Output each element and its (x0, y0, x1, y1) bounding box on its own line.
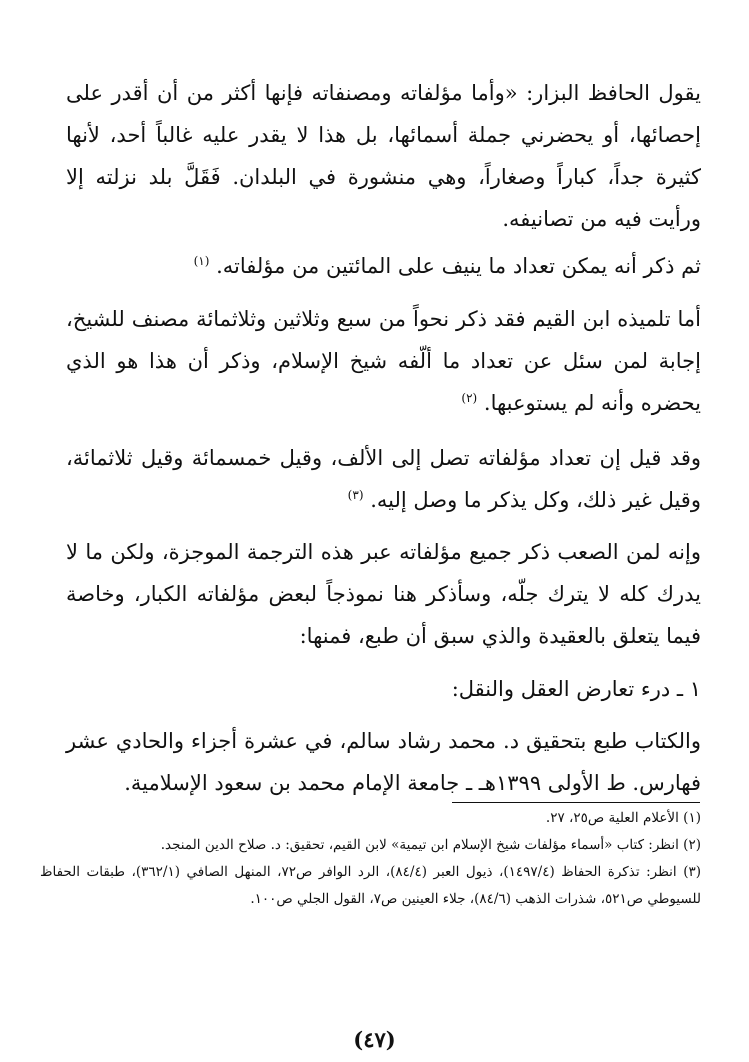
section-heading (66, 668, 701, 710)
footnote-2: (٢) انظر: كتاب «أسماء مؤلفات شيخ الإسلام ابن تيمية» لابن القيم، تحقيق: د. صلاح الدين المنجد. (160, 837, 701, 853)
paragraph-selection-intro (66, 531, 701, 657)
paragraph-two-hundred (66, 245, 701, 287)
paragraph-text: وإنه لمن الصعب ذكر جميع مؤلفاته عبر هذه الترجمة الموجزة، ولكن ما لا يدرك كله لا يترك جلّه، وسأذكر هنا نموذجاً لبعض مؤلفاته الكبار، وخاصة فيما يتعلق بالعقيدة والذي سبق أن طبع، فمنها: (66, 540, 701, 648)
paragraph-ibn-alqayyim (66, 298, 701, 424)
paragraph-edition-info (66, 720, 701, 804)
footnote-1: (١) الأعلام العلية ص٢٥، ٢٧. (545, 810, 701, 826)
footnote-3: (٣) انظر: تذكرة الحفاظ (١٤٩٧/٤)، ذيول العبر (٨٤/٤)، الرد الوافر ص٧٢، المنهل الصافي (٣٦٢/١)، طبقات الحفاظ للسيوطي ص٥٢١، شذرات الذهب (٨٤/٦)، جلاء العينين ص٧، القول الجلي ص١٠٠. (40, 864, 702, 907)
paragraph-text: أما تلميذه ابن القيم فقد ذكر نحواً من سبع وثلاثين وثلاثمائة مصنف للشيخ، إجابة لمن سئل عن تعداد ما ألّفه شيخ الإسلام، وذكر أن هذا هو الذي يحضره وأنه لم يستوعبها. (66, 307, 701, 415)
footnote-marker: (٢) (461, 391, 478, 405)
footnote-marker: (٣) (347, 488, 364, 502)
paragraph-text: ثم ذكر أنه يمكن تعداد ما ينيف على المائتين من مؤلفاته. (216, 254, 701, 278)
footnote-divider (452, 802, 700, 803)
paragraph-count-estimates (66, 437, 701, 521)
paragraph-text: والكتاب طبع بتحقيق د. محمد رشاد سالم، في عشرة أجزاء والحادي عشر فهارس. ط الأولى ١٣٩٩هـ ـ جامعة الإمام محمد بن سعود الإسلامية. (66, 729, 701, 795)
page-number: (٤٧) (353, 1027, 396, 1052)
paragraph-text: وقد قيل إن تعداد مؤلفاته تصل إلى الألف، وقيل خمسمائة وقيل ثلاثمائة، وقيل غير ذلك، وكل يذكر ما وصل إليه. (66, 446, 701, 512)
paragraph-bazzar-quote (66, 72, 701, 240)
heading-text: ١ ـ درء تعارض العقل والنقل: (451, 677, 701, 701)
footnote-marker: (١) (193, 254, 210, 268)
paragraph-text: يقول الحافظ البزار: «وأما مؤلفاته ومصنفاته فإنها أكثر من أن أقدر على إحصائها، أو يحضرني جملة أسمائها، بل هذا لا يقدر عليه غالباً أحد، لأنها كثيرة جداً، كباراً وصغاراً، وهي منشورة في البلدان. فَقَلَّ بلد نزلته إلا ورأيت فيه من تصانيفه. (66, 81, 701, 231)
